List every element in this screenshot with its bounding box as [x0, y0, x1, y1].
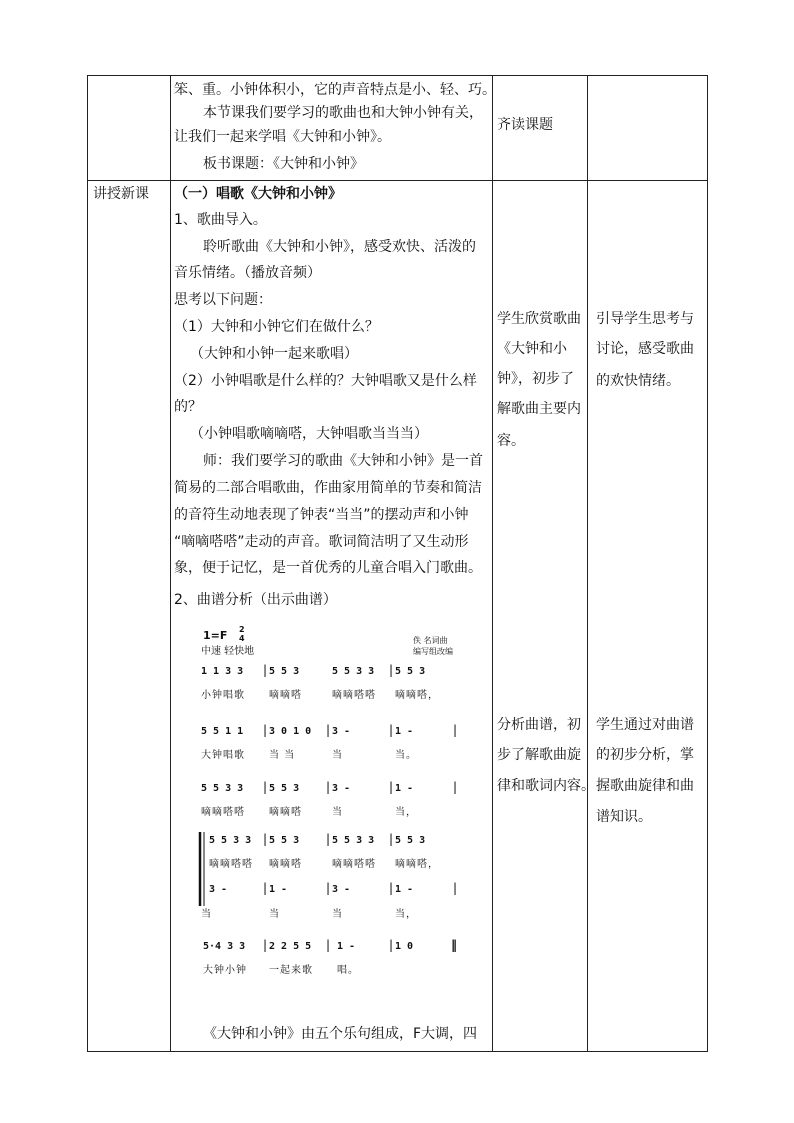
score-notes: 5 5 3 [269, 835, 300, 846]
score-lyrics: 嘀嘀嗒 [269, 690, 302, 701]
bar-line: | [389, 938, 394, 952]
score-notes: 5 5 3 [269, 666, 300, 677]
content-line: （2）小钟唱歌是什么样的？大钟唱歌又是什么样 [174, 373, 477, 389]
score-lyrics: 嘀嘀嗒， [395, 690, 439, 701]
content-line: 的？ [174, 399, 202, 415]
score-credit-1: 佚 名词曲 [413, 636, 448, 645]
score-lyrics: 嘀嘀嗒 [269, 807, 302, 818]
student-activity: 钟》，初步了 [497, 371, 574, 387]
score-lines-svg [197, 626, 467, 986]
content-line: 《大钟和小钟》由五个乐句组成，F大调，四 [203, 1026, 478, 1042]
score-lyrics: 一起来歌 [269, 965, 313, 976]
score-lyrics: 当 [332, 750, 343, 761]
bar-line: | [326, 723, 331, 737]
bar-line: | [453, 780, 458, 794]
bar-line: | [389, 881, 394, 895]
score-notes: 2 2 5 5 [269, 941, 312, 952]
score-notes: 5 5 3 3 [209, 835, 252, 846]
content-line: 2、曲谱分析（出示曲谱） [174, 592, 337, 608]
score-lyrics: 嘀嘀嗒 [269, 859, 302, 870]
score-notes: 3 - [332, 726, 351, 737]
score-notes: 5 5 3 [269, 783, 300, 794]
score-key: 1=F [203, 629, 228, 642]
content-line: 思考以下问题： [174, 292, 272, 308]
bar-line: | [453, 723, 458, 737]
score-lyrics: 当 [332, 909, 343, 920]
score-lyrics: 嘀嘀嗒嗒 [209, 859, 253, 870]
score-lyrics: 小钟唱歌 [201, 690, 245, 701]
content-line: 象，便于记忆，是一首优秀的儿童合唱入门歌曲。 [174, 560, 482, 576]
score-notes: 5 5 1 1 [201, 726, 244, 737]
score-meter-top: 2 [239, 625, 245, 634]
score-lyrics: 当 [332, 807, 343, 818]
bar-line: | [326, 938, 331, 952]
content-line: （大钟和小钟一起来歌唱） [190, 346, 358, 362]
score-notes: 1 - [395, 884, 414, 895]
row1-line-4: 板书课题：《大钟和小钟》 [203, 156, 364, 172]
row1-line-1: 笨、重。小钟体积小，它的声音特点是小、轻、巧。 [174, 82, 496, 98]
score-lyrics: 当 [269, 909, 280, 920]
row1-student-activity: 齐读课题 [497, 117, 553, 133]
column-divider [170, 76, 171, 1051]
score-lyrics: 当 当 [269, 750, 296, 761]
student-activity: 解歌曲主要内 [497, 401, 581, 417]
score-meter-bottom: 4 [239, 634, 245, 643]
column-divider [587, 76, 588, 1051]
bar-line: | [263, 881, 268, 895]
row1-line-3: 让我们一起来学唱《大钟和小钟》。 [174, 129, 391, 145]
design-intent: 的初步分析，掌 [596, 747, 694, 763]
student-activity: 容。 [497, 433, 525, 449]
content-line: 聆听歌曲《大钟和小钟》，感受欢快、活泼的 [203, 239, 476, 255]
score-lyrics: 嘀嘀嗒， [395, 859, 439, 870]
score-lyrics: 嘀嘀嗒嗒 [201, 807, 245, 818]
score-credit-2: 编写组改编 [413, 647, 453, 656]
bar-line: | [263, 780, 268, 794]
score-lyrics: 嘀嘀嗒嗒 [332, 859, 376, 870]
content-line: 1、歌曲导入。 [174, 212, 267, 228]
content-line: 简易的二部合唱歌曲，作曲家用简单的节奏和简洁 [174, 480, 482, 496]
bar-line: | [389, 832, 394, 846]
score-notes: 3 - [332, 783, 351, 794]
student-activity: 分析曲谱，初 [497, 717, 581, 733]
bar-line: | [389, 780, 394, 794]
student-activity: 律和歌词内容。 [497, 778, 595, 794]
design-intent: 学生通过对曲谱 [596, 717, 694, 733]
student-activity: 《大钟和小 [497, 341, 567, 357]
row1-line-2: 本节课我们要学习的歌曲也和大钟小钟有关， [203, 105, 483, 121]
bar-line: | [263, 663, 268, 677]
content-line: 的音符生动地表现了钟表“当当”的摆动声和小钟 [174, 507, 469, 523]
score-notes: 5 5 3 [395, 835, 426, 846]
numbered-music-score [197, 626, 467, 986]
score-lyrics: 唱。 [337, 965, 359, 976]
score-notes: 5 5 3 3 [201, 783, 244, 794]
content-line: 师：我们要学习的歌曲《大钟和小钟》是一首 [203, 453, 483, 469]
design-intent: 握歌曲旋律和曲 [596, 778, 694, 794]
score-lyrics: 当， [395, 909, 417, 920]
content-line: （小钟唱歌嘀嘀嗒，大钟唱歌当当当） [190, 426, 428, 442]
bar-line: | [263, 723, 268, 737]
bar-line: | [263, 832, 268, 846]
score-lyrics: 当 [201, 909, 212, 920]
score-notes: 1 1 3 3 [201, 666, 244, 677]
student-activity: 步了解歌曲旋 [497, 747, 581, 763]
content-line: 音乐情绪。（播放音频） [174, 265, 321, 281]
bar-line: | [326, 780, 331, 794]
score-notes: 5 5 3 [395, 666, 426, 677]
content-line: “嘀嘀嗒嗒”走动的声音。歌词简洁明了又生动形 [174, 534, 469, 550]
score-lyrics: 当， [395, 807, 417, 818]
final-bar-line: ‖ [451, 938, 457, 952]
score-notes: 5·4 3 3 [203, 941, 246, 952]
stage-label: 讲授新课 [93, 186, 149, 202]
score-notes: 1 - [337, 941, 356, 952]
content-line: （1）大钟和小钟它们在做什么？ [174, 319, 379, 335]
score-notes: 5 5 3 3 [332, 835, 375, 846]
design-intent: 谱知识。 [596, 809, 652, 825]
score-lyrics: 嘀嘀嗒嗒 [332, 690, 376, 701]
column-divider [492, 76, 493, 1051]
score-notes: 3 - [209, 884, 228, 895]
bar-line: | [263, 938, 268, 952]
section-heading: （一）唱歌《大钟和小钟》 [174, 186, 342, 202]
score-notes: 1 - [395, 726, 414, 737]
design-intent: 的欢快情绪。 [596, 373, 680, 389]
score-lyrics: 大钟唱歌 [201, 750, 245, 761]
bar-line: | [389, 723, 394, 737]
bar-line: | [389, 663, 394, 677]
score-notes: 3 0 1 0 [269, 726, 312, 737]
bar-line: | [453, 881, 458, 895]
score-notes: 1 - [395, 783, 414, 794]
student-activity: 学生欣赏歌曲 [497, 311, 581, 327]
row-divider [88, 180, 707, 181]
design-intent: 引导学生思考与 [596, 311, 694, 327]
score-lyrics: 当。 [395, 750, 417, 761]
score-tempo: 中速 轻快地 [201, 646, 255, 657]
score-lyrics: 大钟小钟 [203, 965, 247, 976]
bar-line: | [326, 832, 331, 846]
score-notes: 5 5 3 3 [332, 666, 375, 677]
score-notes: 3 - [332, 884, 351, 895]
design-intent: 讨论，感受歌曲 [596, 341, 694, 357]
score-notes: 1 - [269, 884, 288, 895]
score-notes: 1 0 [395, 941, 414, 952]
bar-line: | [326, 881, 331, 895]
